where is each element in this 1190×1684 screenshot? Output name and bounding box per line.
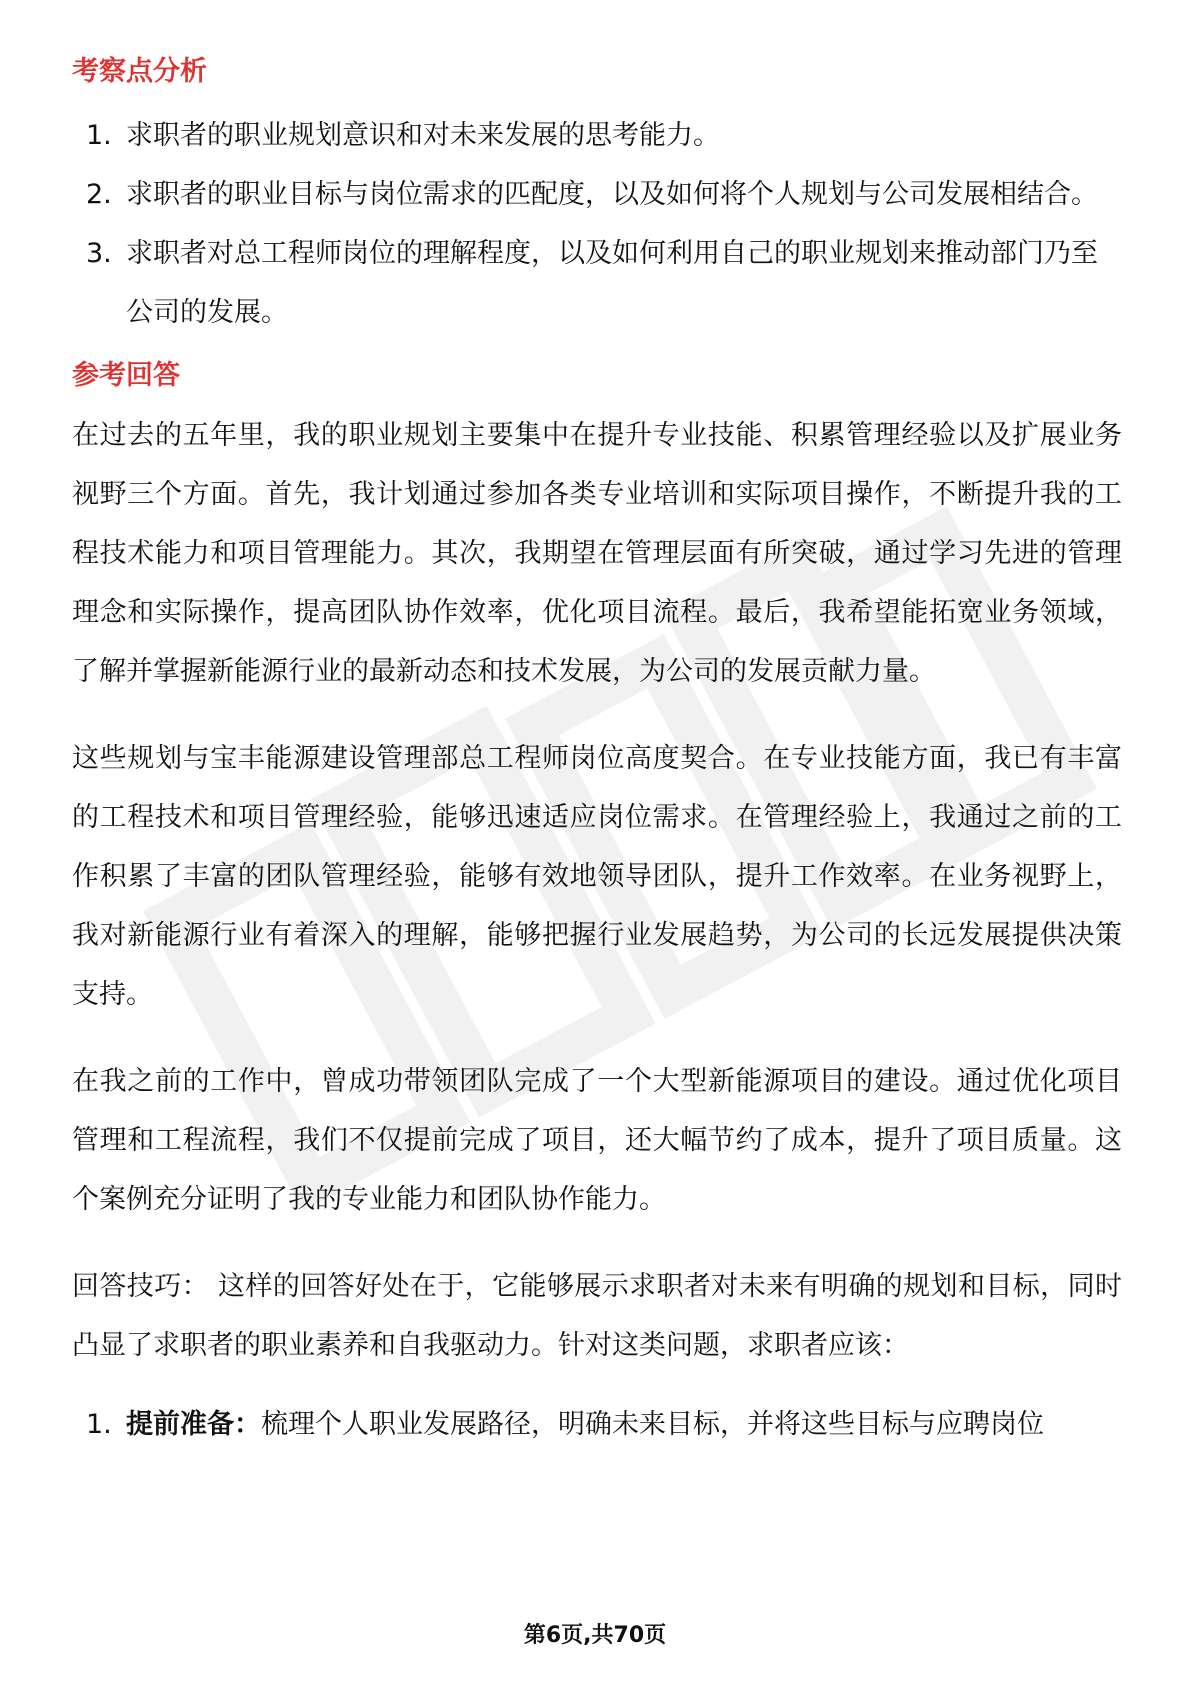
analysis-list	[72, 106, 1122, 342]
list-item-text: 求职者对总工程师岗位的理解程度，以及如何利用自己的职业规划来推动部门乃至公司的发展。	[126, 238, 1098, 328]
analysis-heading: 考察点分析	[72, 56, 207, 87]
list-item-text: 求职者的职业目标与岗位需求的匹配度，以及如何将个人规划与公司发展相结合。	[126, 179, 1098, 210]
list-item-number: 2.	[86, 179, 112, 210]
tips-paragraph: 回答技巧： 这样的回答好处在于，它能够展示求职者对未来有明确的规划和目标，同时凸显了求职者的职业素养和自我驱动力。针对这类问题，求职者应该：	[72, 1271, 1122, 1361]
answer-paragraph: 在我之前的工作中，曾成功带领团队完成了一个大型新能源项目的建设。通过优化项目管理和工程流程，我们不仅提前完成了项目，还大幅节约了成本，提升了项目质量。这个案例充分证明了我的专业能力和团队协作能力。	[72, 1066, 1122, 1215]
list-item	[72, 1395, 1122, 1454]
list-item-number: 3.	[86, 238, 112, 269]
page-content	[72, 40, 1122, 1454]
list-item-label: 提前准备：	[126, 1409, 261, 1440]
answer-paragraph: 这些规划与宝丰能源建设管理部总工程师岗位高度契合。在专业技能方面，我已有丰富的工程技术和项目管理经验，能够迅速适应岗位需求。在管理经验上，我通过之前的工作积累了丰富的团队管理经验，能够有效地领导团队，提升工作效率。在业务视野上，我对新能源行业有着深入的理解，能够把握行业发展趋势，为公司的长远发展提供决策支持。	[72, 743, 1122, 1010]
list-item-text: 求职者的职业规划意识和对未来发展的思考能力。	[126, 120, 720, 151]
list-item	[72, 106, 1122, 165]
list-item-number: 1.	[86, 120, 112, 151]
list-item-number: 1.	[86, 1409, 112, 1440]
tips-list	[72, 1395, 1122, 1454]
answer-heading: 参考回答	[72, 360, 180, 391]
list-item	[72, 165, 1122, 224]
answer-paragraph: 在过去的五年里，我的职业规划主要集中在提升专业技能、积累管理经验以及扩展业务视野三个方面。首先，我计划通过参加各类专业培训和实际项目操作，不断提升我的工程技术能力和项目管理能力。其次，我期望在管理层面有所突破，通过学习先进的管理理念和实际操作，提高团队协作效率，优化项目流程。最后，我希望能拓宽业务领域，了解并掌握新能源行业的最新动态和技术发展，为公司的发展贡献力量。	[72, 420, 1122, 687]
list-item-text: 梳理个人职业发展路径，明确未来目标，并将这些目标与应聘岗位	[261, 1409, 1044, 1440]
list-item	[72, 224, 1122, 342]
page-number: 第6页,共70页	[523, 1623, 667, 1648]
